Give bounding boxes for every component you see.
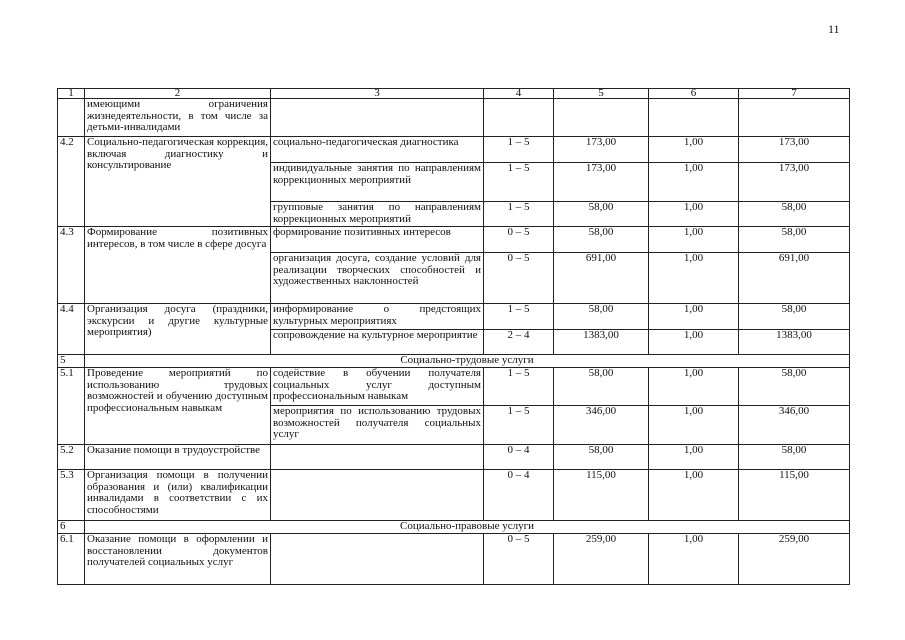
header-cell-6: 6 [649,89,739,99]
service-activity: мероприятия по использованию трудовых возможностей получателя социальных услуг [271,406,484,445]
header-row [58,89,850,99]
group-range: 1 – 5 [484,202,554,227]
table-row [58,470,850,521]
section-row [58,355,850,368]
service-activity: содействие в обучении получателя социальных услуг доступным профессиональным навыкам [271,368,484,406]
service-activity: информирование о предстоящих культурных мероприятиях [271,304,484,330]
coefficient: 1,00 [649,253,739,304]
coefficient: 1,00 [649,227,739,253]
tariff [554,99,649,137]
table-row [58,534,850,585]
section-row [58,521,850,534]
tariff: 115,00 [554,470,649,521]
group-range: 0 – 5 [484,253,554,304]
tariff: 1383,00 [554,330,649,355]
service-name: Организация помощи в получении образования и (или) квалификации инвалидами в соответствии с их способностями [85,470,271,521]
group-range: 2 – 4 [484,330,554,355]
group-range: 0 – 4 [484,470,554,521]
header-cell-5: 5 [554,89,649,99]
coefficient: 1,00 [649,368,739,406]
tariff: 58,00 [554,445,649,470]
tariff: 691,00 [554,253,649,304]
coefficient [649,99,739,137]
total: 1383,00 [739,330,850,355]
group-range: 1 – 5 [484,163,554,202]
tariff: 58,00 [554,304,649,330]
tariff: 58,00 [554,202,649,227]
table-row [58,445,850,470]
service-name: Социально-педагогическая коррекция, включая диагностику и консультирование [85,137,271,227]
row-number: 6.1 [58,534,85,585]
service-name: Оказание помощи в оформлении и восстановлении документов получателей социальных услуг [85,534,271,585]
coefficient: 1,00 [649,304,739,330]
total: 115,00 [739,470,850,521]
coefficient: 1,00 [649,137,739,163]
header-cell-2: 2 [85,89,271,99]
group-range [484,99,554,137]
tariff: 259,00 [554,534,649,585]
section-title: Социально-трудовые услуги [85,355,850,368]
total: 173,00 [739,163,850,202]
coefficient: 1,00 [649,330,739,355]
total: 58,00 [739,368,850,406]
service-activity [271,445,484,470]
service-activity: индивидуальные занятия по направлениям коррекционных мероприятий [271,163,484,202]
service-activity [271,99,484,137]
total [739,99,850,137]
service-name: Проведение мероприятий по использованию трудовых возможностей и обучению доступным профессиональным навыкам [85,368,271,445]
total: 259,00 [739,534,850,585]
table-row [58,304,850,330]
group-range: 1 – 5 [484,304,554,330]
row-number: 4.3 [58,227,85,304]
total: 173,00 [739,137,850,163]
header-cell-1: 1 [58,89,85,99]
page-number: 11 [828,22,840,36]
group-range: 0 – 5 [484,227,554,253]
tariff: 346,00 [554,406,649,445]
group-range: 0 – 4 [484,445,554,470]
group-range: 1 – 5 [484,137,554,163]
tariff: 58,00 [554,227,649,253]
coefficient: 1,00 [649,406,739,445]
group-range: 1 – 5 [484,406,554,445]
coefficient: 1,00 [649,163,739,202]
service-activity: формирование позитивных интересов [271,227,484,253]
total: 58,00 [739,227,850,253]
service-activity: социально-педагогическая диагностика [271,137,484,163]
service-name: Оказание помощи в трудоустройстве [85,445,271,470]
coefficient: 1,00 [649,202,739,227]
total: 58,00 [739,304,850,330]
coefficient: 1,00 [649,470,739,521]
row-number: 5.1 [58,368,85,445]
row-number: 4.4 [58,304,85,355]
header-cell-4: 4 [484,89,554,99]
service-name: Формирование позитивных интересов, в том числе в сфере досуга [85,227,271,304]
services-table [57,88,850,585]
row-number: 5.3 [58,470,85,521]
tariff: 173,00 [554,137,649,163]
table-row [58,227,850,253]
row-number: 5.2 [58,445,85,470]
header-cell-3: 3 [271,89,484,99]
table-row [58,137,850,163]
total: 58,00 [739,202,850,227]
tariff: 58,00 [554,368,649,406]
section-number: 6 [58,521,85,534]
row-number: 4.2 [58,137,85,227]
table-row [58,99,850,137]
group-range: 0 – 5 [484,534,554,585]
section-title: Социально-правовые услуги [85,521,850,534]
row-number [58,99,85,137]
service-activity [271,470,484,521]
service-activity: организация досуга, создание условий для реализации творческих способностей и художественных наклонностей [271,253,484,304]
total: 58,00 [739,445,850,470]
header-cell-7: 7 [739,89,850,99]
tariff: 173,00 [554,163,649,202]
total: 691,00 [739,253,850,304]
group-range: 1 – 5 [484,368,554,406]
total: 346,00 [739,406,850,445]
service-activity: сопровождение на культурное мероприятие [271,330,484,355]
section-number: 5 [58,355,85,368]
coefficient: 1,00 [649,445,739,470]
service-name: имеющими ограничения жизнедеятельности, в том числе за детьми-инвалидами [85,99,271,137]
coefficient: 1,00 [649,534,739,585]
service-name: Организация досуга (праздники, экскурсии и другие культурные мероприятия) [85,304,271,355]
table-row [58,368,850,406]
service-activity: групповые занятия по направлениям коррекционных мероприятий [271,202,484,227]
service-activity [271,534,484,585]
